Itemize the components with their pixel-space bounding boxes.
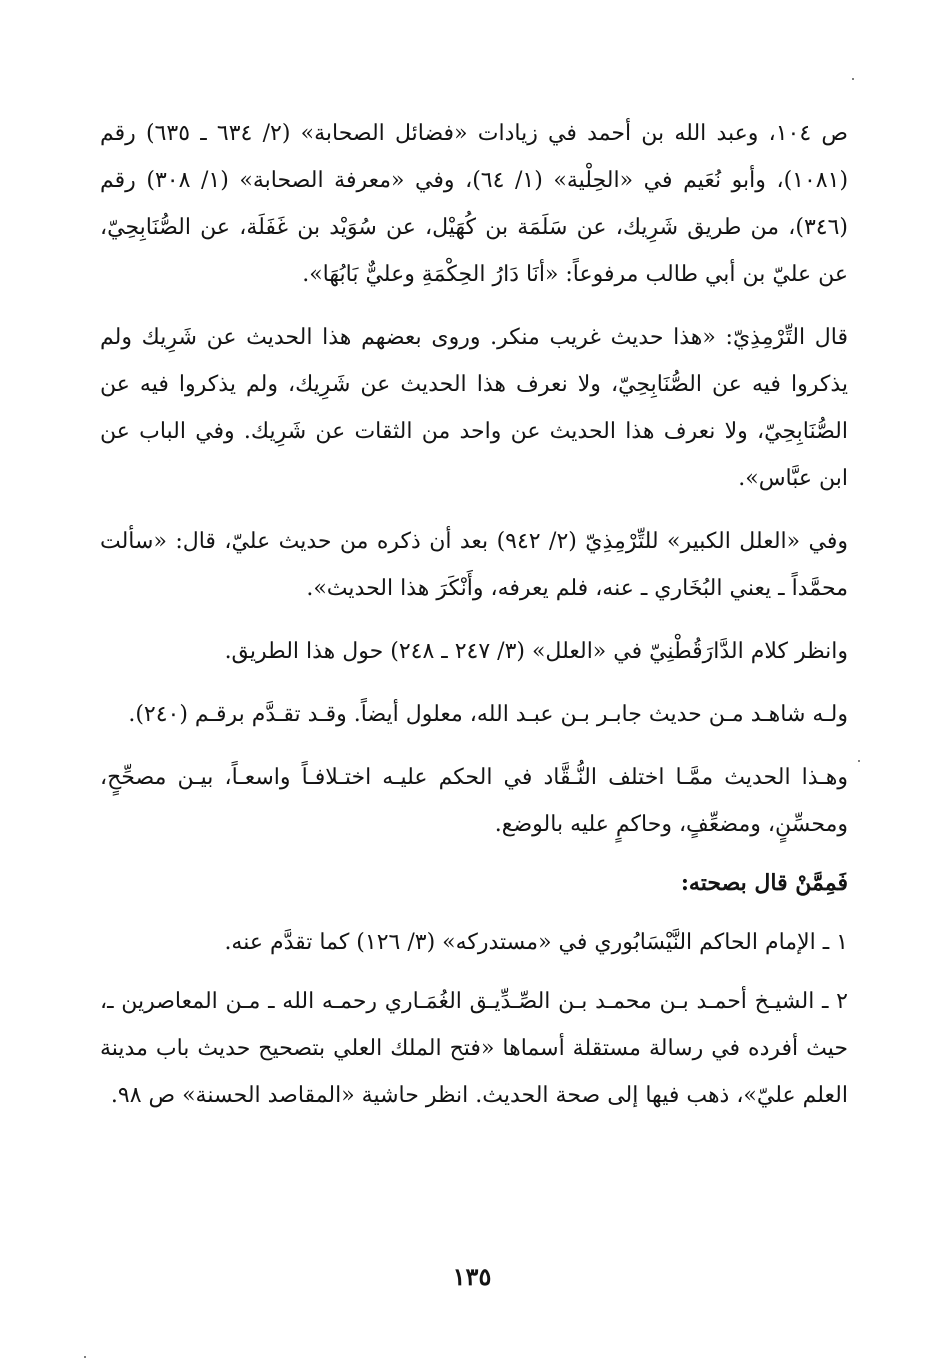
list-item: ٢ ـ الشيـخ أحمـد بـن محمـد بـن الصِّـدِّيـق الغُمَـاري رحمـه الله ـ مـن المعاصرين ـ، حيث أفرده في رسالة مستقلة أسماها «فتح الملك العلي بتصحيح حديث باب مدينة العلم عليّ»، ذهب فيها إلى صحة الحديث. انظر حاشية «المقاصد الحسنة» ص ٩٨. [100, 989, 848, 1108]
main-text [100, 110, 848, 1131]
section-heading: فَمِمَّنْ قال بصحته: [680, 870, 848, 896]
scan-speck [84, 1356, 86, 1358]
scan-speck [852, 78, 854, 80]
page-number: ١٣٥ [452, 1262, 492, 1291]
paragraph-citation: ص ١٠٤، وعبد الله بن أحمد في زيادات «فضائل الصحابة» (٢/ ٦٣٤ ـ ٦٣٥) رقم (١٠٨١)، وأبو نُعَيم في «الحِلْية» (١/ ٦٤)، وفي «معرفة الصحابة» (١/ ٣٠٨) رقم (٣٤٦)، من طريق شَرِيك، عن سَلَمَة بن كُهَيْل، عن سُوَيْد بن غَفَلَة، عن الصُّنَابِحِيّ، عن عليّ بن أبي طالب مرفوعاً: «أنَا دَارُ الحِكْمَةِ وعليٌّ بَابُهَا». [100, 121, 849, 287]
paragraph-ilal-kabir: وفي «العلل الكبير» للتِّرْمِذِيّ (٢/ ٩٤٢) بعد أن ذكره من حديث عليّ، قال: «سألت محمَّداً ـ يعني البُخَاري ـ عنه، فلم يعرفه، وأَنْكَرَ هذا الحديث». [100, 529, 848, 601]
paragraph-jabir-witness: ولـه شاهـد مـن حديث جابـر بـن عبـد الله، معلول أيضاً. وقـد تقـدَّم برقـم (٢٤٠). [128, 702, 848, 727]
paragraph-daraqutni: وانظر كلام الدَّارَقُطْنِيّ في «العلل» (٣/ ٢٤٧ ـ ٢٤٨) حول هذا الطريق. [224, 639, 848, 664]
paragraph-tirmidhi: قال التِّرْمِذِيّ: «هذا حديث غريب منكر. وروى بعضهم هذا الحديث عن شَرِيك ولم يذكروا فيه عن الصُّنَابِحِيّ، ولا نعرف هذا الحديث عن شَرِيك، ولم يذكروا فيه عن الصُّنَابِحِيّ، ولا نعرف هذا الحديث عن واحد من الثقات عن شَرِيك. وفي الباب عن ابن عبَّاس». [100, 325, 848, 491]
scan-speck [858, 760, 860, 762]
list-item: ١ ـ الإمام الحاكم النَّيْسَابُوري في «مستدركه» (٣/ ١٢٦) كما تقدَّم عنه. [224, 930, 848, 955]
paragraph-disagreement: وهـذا الحديث ممَّـا اختلف النُّـقَّاد في الحكم عليـه اختـلافـاً واسعـاً، بيـن مصحِّحٍ، ومحسِّنٍ، ومضعِّفٍ، وحاكمٍ عليه بالوضع. [100, 765, 848, 837]
